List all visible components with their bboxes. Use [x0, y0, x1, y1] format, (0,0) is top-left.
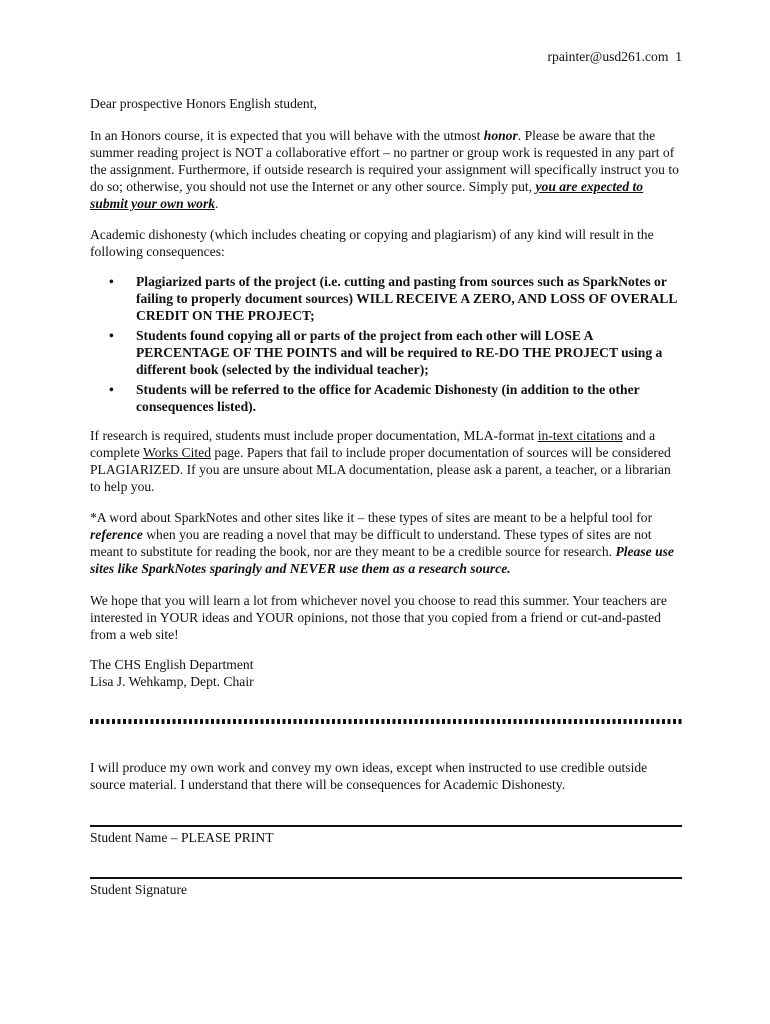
honor-emphasis: honor [483, 128, 518, 143]
paragraph-sparknotes: *A word about SparkNotes and other sites like it – these types of sites are meant to be a helpful tool for reference when you are reading a novel that may be difficult to understand. These types of sites are not meant to substitute for reading the book, nor are they meant to be a credible source for research. Please use sites like SparkNotes sparingly and NEVER use them as a research source. [90, 510, 674, 576]
works-cited-link: Works Cited [142, 445, 211, 460]
list-item: • Plagiarized parts of the project (i.e. cutting and pasting from sources such as SparkNotes or failing to properly document sources) WILL RECEIVE A ZERO, AND LOSS OF OVERALL CREDIT ON THE PROJECT; [109, 274, 677, 323]
in-text-citations-link: in-text citations [537, 428, 623, 443]
paragraph-honor: In an Honors course, it is expected that you will behave with the utmost honor. Please be aware that the summer reading project is NOT a collaborative effort – no partner or group work is requested in any part of the assignment. Furthermore, if outside research is required your assignment will specifically instruct you to do so; otherwise, you should not use the Internet or any other source. Simply put, you are expected to submit your own work. [90, 128, 679, 211]
header-email: rpainter@usd261.com [547, 49, 669, 64]
sparknotes-warning: Please use sites like SparkNotes sparingly and NEVER use them as a research source. [90, 544, 674, 576]
paragraph-dishonesty: Academic dishonesty (which includes cheating or copying and plagiarism) of any kind will result in the following consequences: [90, 227, 654, 259]
student-name-label: Student Name – PLEASE PRINT [90, 830, 274, 845]
paragraph-closing: We hope that you will learn a lot from whichever novel you choose to read this summer. Your teachers are interested in YOUR ideas and YOUR opinions, not those that you copied from a friend or cut-and-pasted from a web site! [90, 593, 667, 642]
list-item: • Students found copying all or parts of the project from each other will LOSE A PERCENTAGE OF THE POINTS and will be required to RE-DO THE PROJECT using a different book (selected by the individual teacher); [109, 328, 663, 377]
page-number: 1 [675, 49, 682, 64]
cut-line-divider [90, 719, 682, 724]
bullet-icon: • [109, 274, 114, 289]
pledge-statement: I will produce my own work and convey my own ideas, except when instructed to use credible outside source material. I understand that there will be consequences for Academic Dishonesty. [90, 760, 648, 792]
list-item: • Students will be referred to the office for Academic Dishonesty (in addition to the other consequences listed). [109, 382, 640, 414]
page-header [90, 48, 682, 65]
bullet-icon: • [109, 382, 114, 397]
student-name-line[interactable] [90, 825, 682, 827]
signoff-department: The CHS English Department [90, 657, 254, 672]
bullet-icon: • [109, 328, 114, 343]
student-signature-line[interactable] [90, 877, 682, 879]
salutation: Dear prospective Honors English student, [90, 96, 317, 111]
student-signature-label: Student Signature [90, 882, 188, 897]
signoff-chair: Lisa J. Wehkamp, Dept. Chair [90, 674, 254, 689]
consequences-list [90, 273, 682, 418]
reference-emphasis: reference [90, 527, 143, 542]
paragraph-documentation: If research is required, students must include proper documentation, MLA-format in-text citations and a complete Works Cited page. Papers that fail to include proper documentation of sources will be considered PLAGIARIZED. If you are unsure about MLA documentation, please ask a parent, a teacher, or a librarian to help you. [90, 428, 671, 494]
own-work-emphasis: you are expected to submit your own work [90, 179, 644, 211]
